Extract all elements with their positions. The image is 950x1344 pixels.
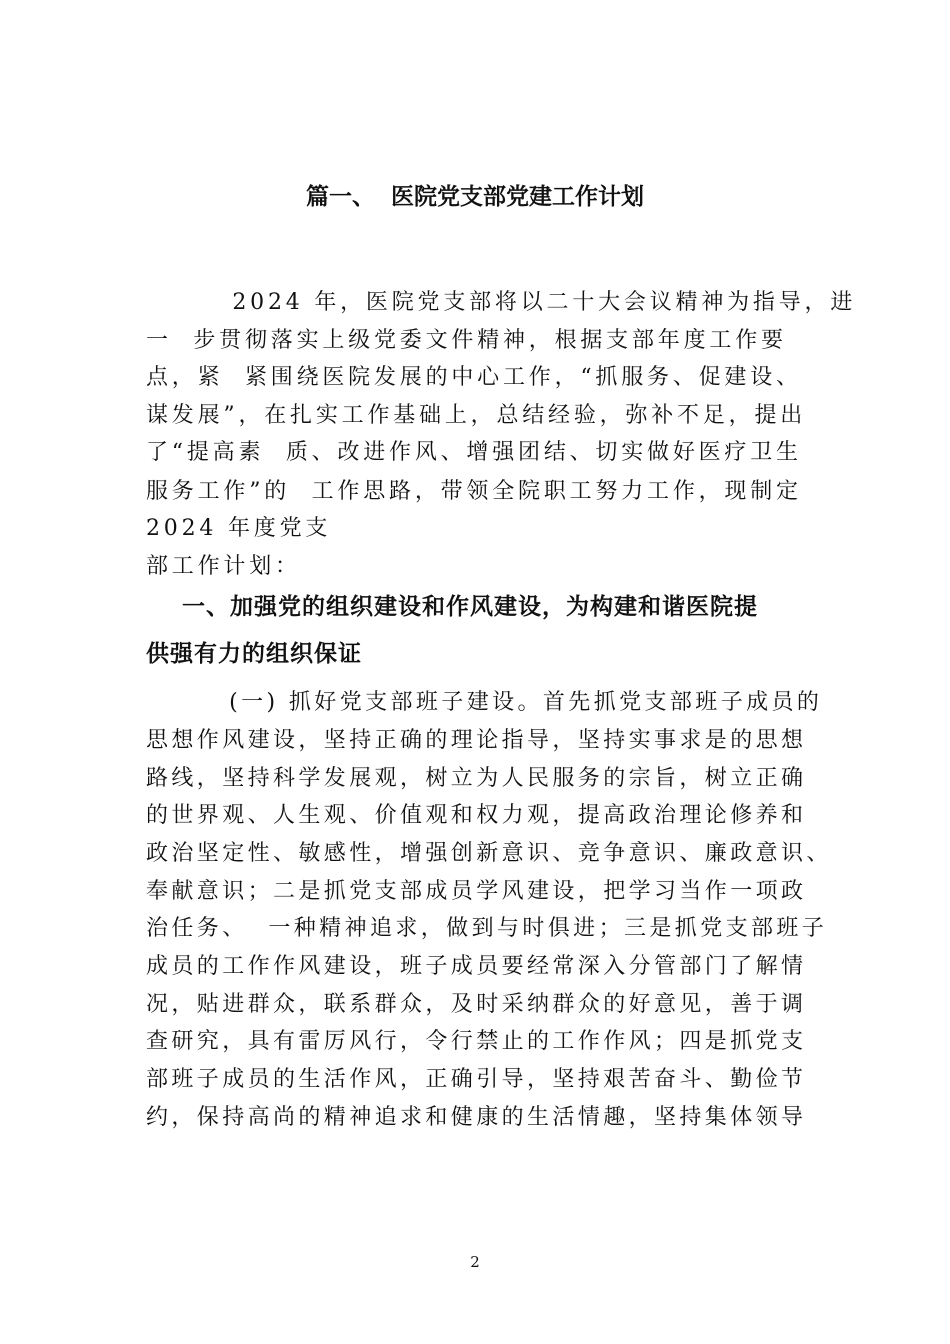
text-line: 部班子成员的生活作风，正确引导，坚持艰苦奋斗、勤俭节 <box>146 1067 807 1092</box>
text-line: 查研究，具有雷厉风行，令行禁止的工作作风；四是抓党支 <box>146 1029 807 1054</box>
heading-line: 供强有力的组织保证 <box>146 641 362 667</box>
text-line: 服务工作”的 工作思路，带领全院职工努力工作，现制定 <box>146 479 802 504</box>
text-line: 一 步贯彻落实上级党委文件精神，根据支部年度工作要 <box>146 328 787 353</box>
document-title: 篇一、 医院党支部党建工作计划 <box>305 184 644 210</box>
text-line: 治任务、 一种精神追求，做到与时俱进；三是抓党支部班子 <box>146 916 828 941</box>
text-line: 政治坚定性、敏感性，增强创新意识、竞争意识、廉政意识、 <box>146 841 832 866</box>
text-line: 况，贴进群众，联系群众，及时采纳群众的好意见，善于调 <box>146 992 807 1017</box>
text-line: 了“提高素 质、改进作风、增强团结、切实做好医疗卫生 <box>146 440 802 465</box>
text-line: (一) 抓好党支部班子建设。首先抓党支部班子成员的 <box>146 690 823 715</box>
text-line: 谋发展”，在扎实工作基础上，总结经验，弥补不足，提出 <box>146 403 807 428</box>
page-number: 2 <box>470 1253 480 1271</box>
text-line: 奉献意识；二是抓党支部成员学风建设，把学习当作一项政 <box>146 879 807 904</box>
text-line: 成员的工作作风建设，班子成员要经常深入分管部门了解情 <box>146 954 807 979</box>
heading-line: 一、加强党的组织建设和作风建设，为构建和谐医院提 <box>146 594 759 620</box>
text-line: 的世界观、人生观、价值观和权力观，提高政治理论修养和 <box>146 803 807 828</box>
text-line: 路线，坚持科学发展观，树立为人民服务的宗旨，树立正确 <box>146 766 807 791</box>
text-line: 点，紧 紧围绕医院发展的中心工作，“抓服务、促建设、 <box>146 365 802 390</box>
text-line: 思想作风建设，坚持正确的理论指导，坚持实事求是的思想 <box>146 728 807 753</box>
text-line: 部工作计划： <box>146 554 301 579</box>
text-line: 约，保持高尚的精神追求和健康的生活情趣，坚持集体领导 <box>146 1105 807 1130</box>
text-line: 2024 年度党支 <box>146 516 332 541</box>
text-line: 2024 年，医院党支部将以二十大会议精神为指导，进 <box>146 290 857 315</box>
